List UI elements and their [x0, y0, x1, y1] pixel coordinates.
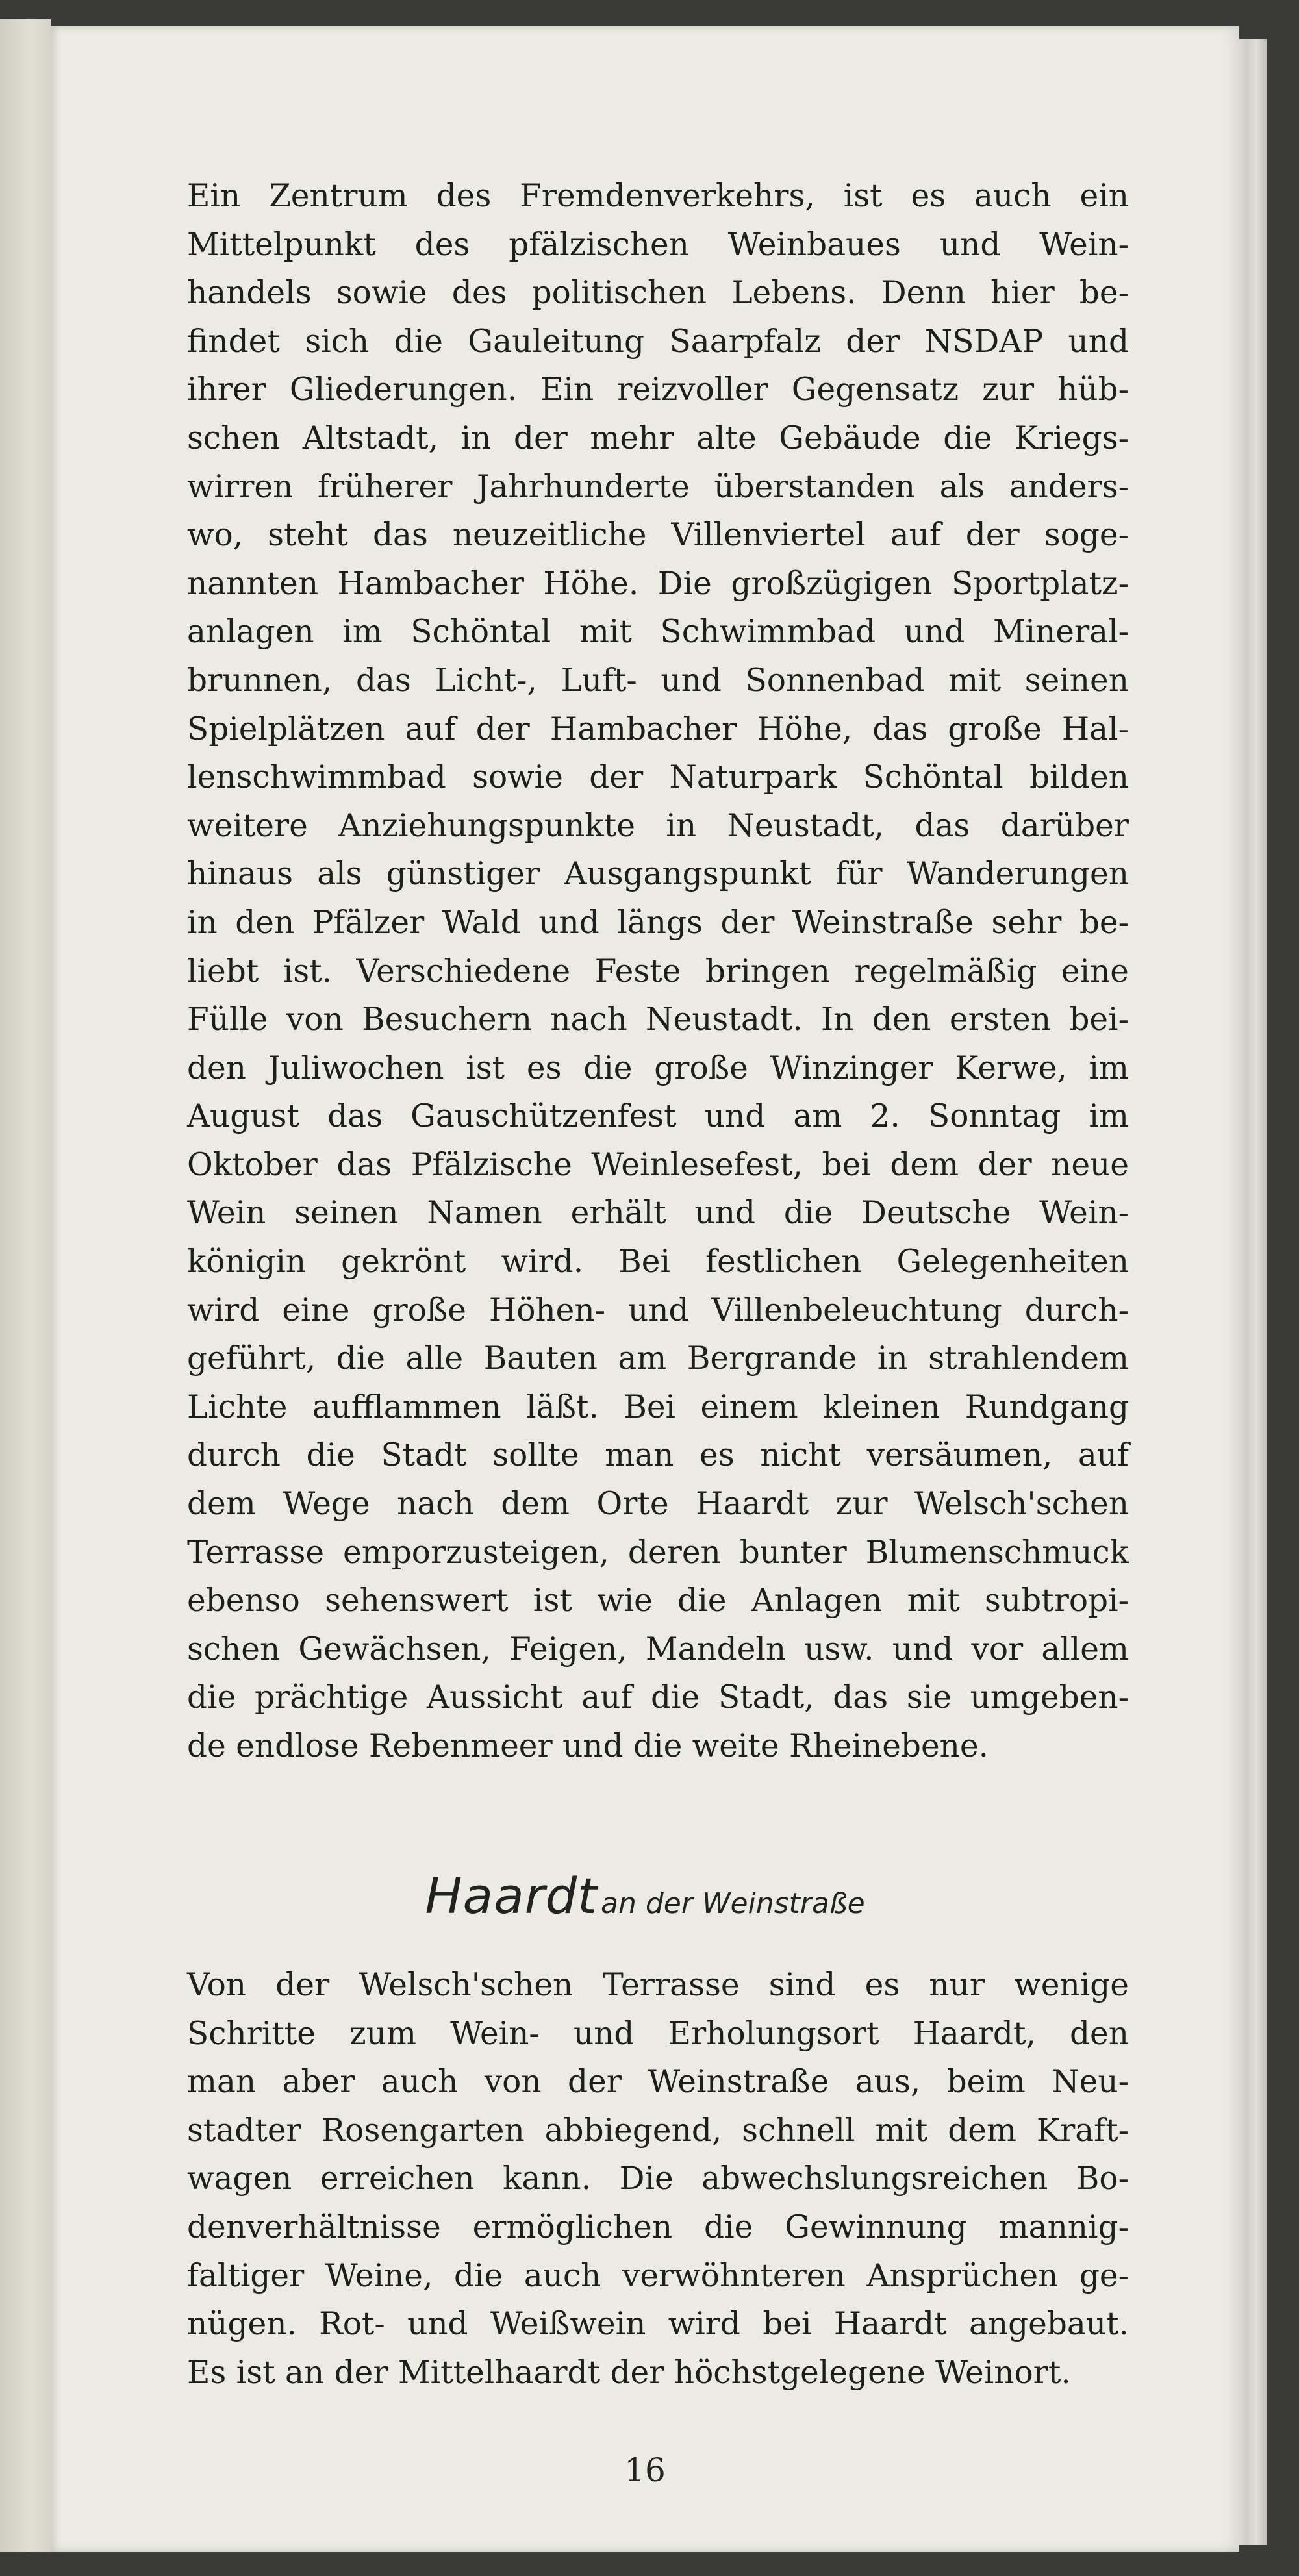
book-page [51, 26, 1239, 2552]
text-line: nannten Hambacher Höhe. Die großzügigen Sportplatz- [187, 565, 1129, 602]
text-line: dem Wege nach dem Orte Haardt zur Welsch'schen [187, 1486, 1129, 1523]
text-line: Oktober das Pfälzische Weinlesefest, bei dem der neue [187, 1146, 1129, 1183]
text-line: Lichte aufflammen läßt. Bei einem kleinen Rundgang [187, 1388, 1129, 1425]
text-line: denverhältnisse ermöglichen die Gewinnung mannig- [187, 2208, 1129, 2245]
text-line: ebenso sehenswert ist wie die Anlagen mit subtropi- [187, 1582, 1129, 1619]
text-line: August das Gauschützenfest und am 2. Sonntag im [187, 1098, 1129, 1135]
text-line: wirren früherer Jahrhunderte überstanden als anders- [187, 468, 1129, 505]
text-line: geführt, die alle Bauten am Bergrande in strahlendem [187, 1340, 1129, 1377]
text-line: Spielplätzen auf der Hambacher Höhe, das große Hal- [187, 710, 1129, 747]
heading-subtitle: an der Weinstraße [601, 1887, 865, 1920]
text-line: schen Gewächsen, Feigen, Mandeln usw. und vor allem [187, 1631, 1129, 1668]
text-line: Terrasse emporzusteigen, deren bunter Blumenschmuck [187, 1534, 1129, 1571]
text-line: durch die Stadt sollte man es nicht versäumen, auf [187, 1437, 1129, 1474]
text-line: weitere Anziehungspunkte in Neustadt, das darüber [187, 807, 1129, 844]
text-line: brunnen, das Licht-, Luft- und Sonnenbad mit seinen [187, 662, 1129, 699]
text-line: ihrer Gliederungen. Ein reizvoller Gegensatz zur hüb- [187, 371, 1129, 408]
text-line: die prächtige Aussicht auf die Stadt, das sie umgeben- [187, 1679, 1129, 1716]
text-line: hinaus als günstiger Ausgangspunkt für Wanderungen [187, 856, 1129, 893]
text-line: anlagen im Schöntal mit Schwimmbad und Mineral- [187, 614, 1129, 651]
paragraph-neustadt [187, 172, 1129, 1771]
text-line: lenschwimmbad sowie der Naturpark Schöntal bilden [187, 759, 1129, 796]
paragraph-haardt [187, 1961, 1129, 2397]
text-line: Ein Zentrum des Fremdenverkehrs, ist es auch ein [187, 178, 1129, 214]
text-line: königin gekrönt wird. Bei festlichen Gelegenheiten [187, 1244, 1129, 1281]
heading-title: Haardt [425, 1867, 598, 1925]
text-line: Schritte zum Wein- und Erholungsort Haardt, den [187, 2015, 1129, 2052]
text-line: Mittelpunkt des pfälzischen Weinbaues und Wein- [187, 226, 1129, 263]
text-line: Wein seinen Namen erhält und die Deutsche Wein- [187, 1195, 1129, 1232]
text-line: in den Pfälzer Wald und längs der Weinstraße sehr be- [187, 904, 1129, 941]
text-line: Von der Welsch'schen Terrasse sind es nur wenige [187, 1967, 1129, 2003]
text-line: Fülle von Besuchern nach Neustadt. In den ersten bei- [187, 1001, 1129, 1038]
text-line: den Juliwochen ist es die große Winzinger Kerwe, im [187, 1049, 1129, 1086]
text-line: Es ist an der Mittelhaardt der höchstgelegene Weinort. [187, 2354, 1071, 2391]
text-line: wagen erreichen kann. Die abwechslungsreichen Bo- [187, 2160, 1129, 2197]
text-line: faltiger Weine, die auch verwöhnteren Ansprüchen ge- [187, 2257, 1129, 2294]
text-line: stadter Rosengarten abbiegend, schnell mit dem Kraft- [187, 2112, 1129, 2149]
section-heading [51, 1867, 1239, 1925]
text-line: findet sich die Gauleitung Saarpfalz der NSDAP und [187, 323, 1129, 360]
text-line: handels sowie des politischen Lebens. Denn hier be- [187, 275, 1129, 312]
text-line: wo, steht das neuzeitliche Villenviertel auf der soge- [187, 517, 1129, 554]
text-line: nügen. Rot- und Weißwein wird bei Haardt angebaut. [187, 2306, 1129, 2343]
page-number: 16 [624, 2451, 666, 2489]
text-line: man aber auch von der Weinstraße aus, beim Neu- [187, 2064, 1129, 2101]
previous-page-edge [0, 19, 51, 2552]
text-line: schen Altstadt, in der mehr alte Gebäude die Kriegs- [187, 419, 1129, 456]
text-line: wird eine große Höhen- und Villenbeleuchtung durch- [187, 1292, 1129, 1329]
text-line: liebt ist. Verschiedene Feste bringen regelmäßig eine [187, 953, 1129, 990]
text-line: de endlose Rebenmeer und die weite Rheinebene. [187, 1728, 989, 1764]
